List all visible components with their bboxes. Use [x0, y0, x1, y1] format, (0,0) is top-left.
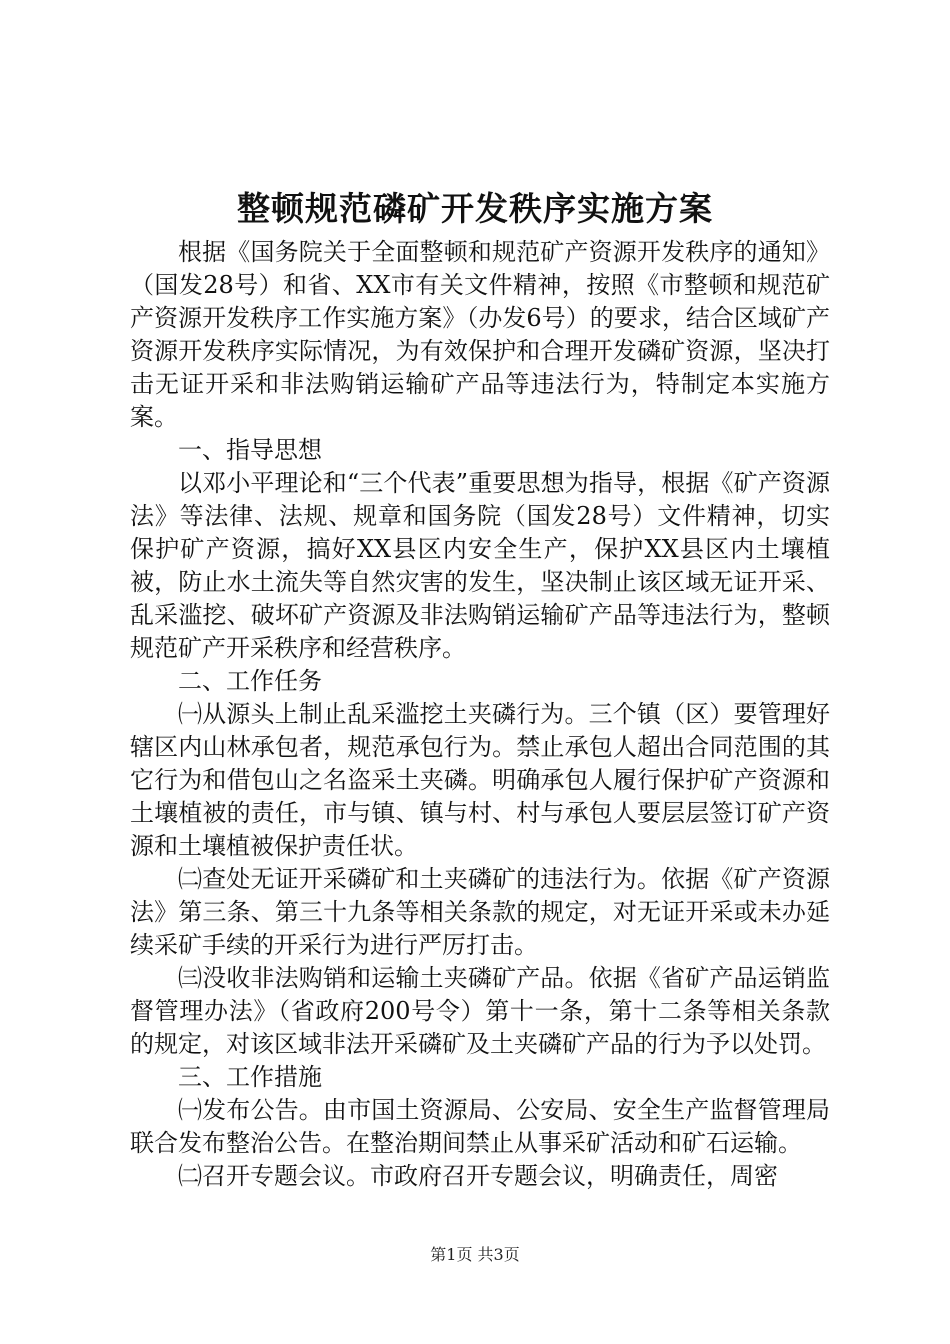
section-heading-work-tasks: 二、工作任务: [178, 667, 322, 695]
page-total: 共3页: [477, 1245, 520, 1264]
measure-item-1: ㈠发布公告。由市国土资源局、公安局、安全生产监督管理局联合发布整治公告。在整治期间禁止从事采矿活动和矿石运输。: [130, 1096, 830, 1157]
section-heading-work-measures: 三、工作措施: [178, 1063, 322, 1091]
task-item-2: ㈡查处无证开采磷矿和土夹磷矿的违法行为。依据《矿产资源法》第三条、第三十九条等相关条款的规定，对无证开采或未办延续采矿手续的开采行为进行严厉打击。: [130, 865, 830, 959]
guiding-ideology-paragraph: 以邓小平理论和“三个代表”重要思想为指导，根据《矿产资源法》等法律、法规、规章和国务院（国发28号）文件精神，切实保护矿产资源，搞好XX县区内安全生产，保护XX县区内土壤植被，防止水土流失等自然灾害的发生，坚决制止该区域无证开采、乱采滥挖、破坏矿产资源及非法购销运输矿产品等违法行为，整顿规范矿产开采秩序和经营秩序。: [130, 469, 830, 662]
page-footer: [0, 1244, 950, 1266]
page-number: 第1页: [430, 1245, 473, 1264]
task-item-1: ㈠从源头上制止乱采滥挖土夹磷行为。三个镇（区）要管理好辖区内山林承包者，规范承包行为。禁止承包人超出合同范围的其它行为和借包山之名盗采土夹磷。明确承包人履行保护矿产资源和土壤植被的责任，市与镇、镇与村、村与承包人要层层签订矿产资源和土壤植被保护责任状。: [130, 700, 830, 860]
section-heading-guiding-ideology: 一、指导思想: [178, 436, 322, 464]
task-item-3: ㈢没收非法购销和运输土夹磷矿产品。依据《省矿产品运销监督管理办法》（省政府200号令）第十一条，第十二条等相关条款的规定，对该区域非法开采磷矿及土夹磷矿产品的行为予以处罚。: [130, 964, 830, 1058]
measure-item-2: ㈡召开专题会议。市政府召开专题会议，明确责任，周密: [178, 1162, 778, 1190]
document-title: 整顿规范磷矿开发秩序实施方案: [237, 189, 713, 228]
intro-paragraph: 根据《国务院关于全面整顿和规范矿产资源开发秩序的通知》（国发28号）和省、XX市有关文件精神，按照《市整顿和规范矿产资源开发秩序工作实施方案》（办发6号）的要求，结合区域矿产资源开发秩序实际情况，为有效保护和合理开发磷矿资源，坚决打击无证开采和非法购销运输矿产品等违法行为，特制定本实施方案。: [130, 238, 830, 431]
document-body: [130, 236, 830, 1193]
